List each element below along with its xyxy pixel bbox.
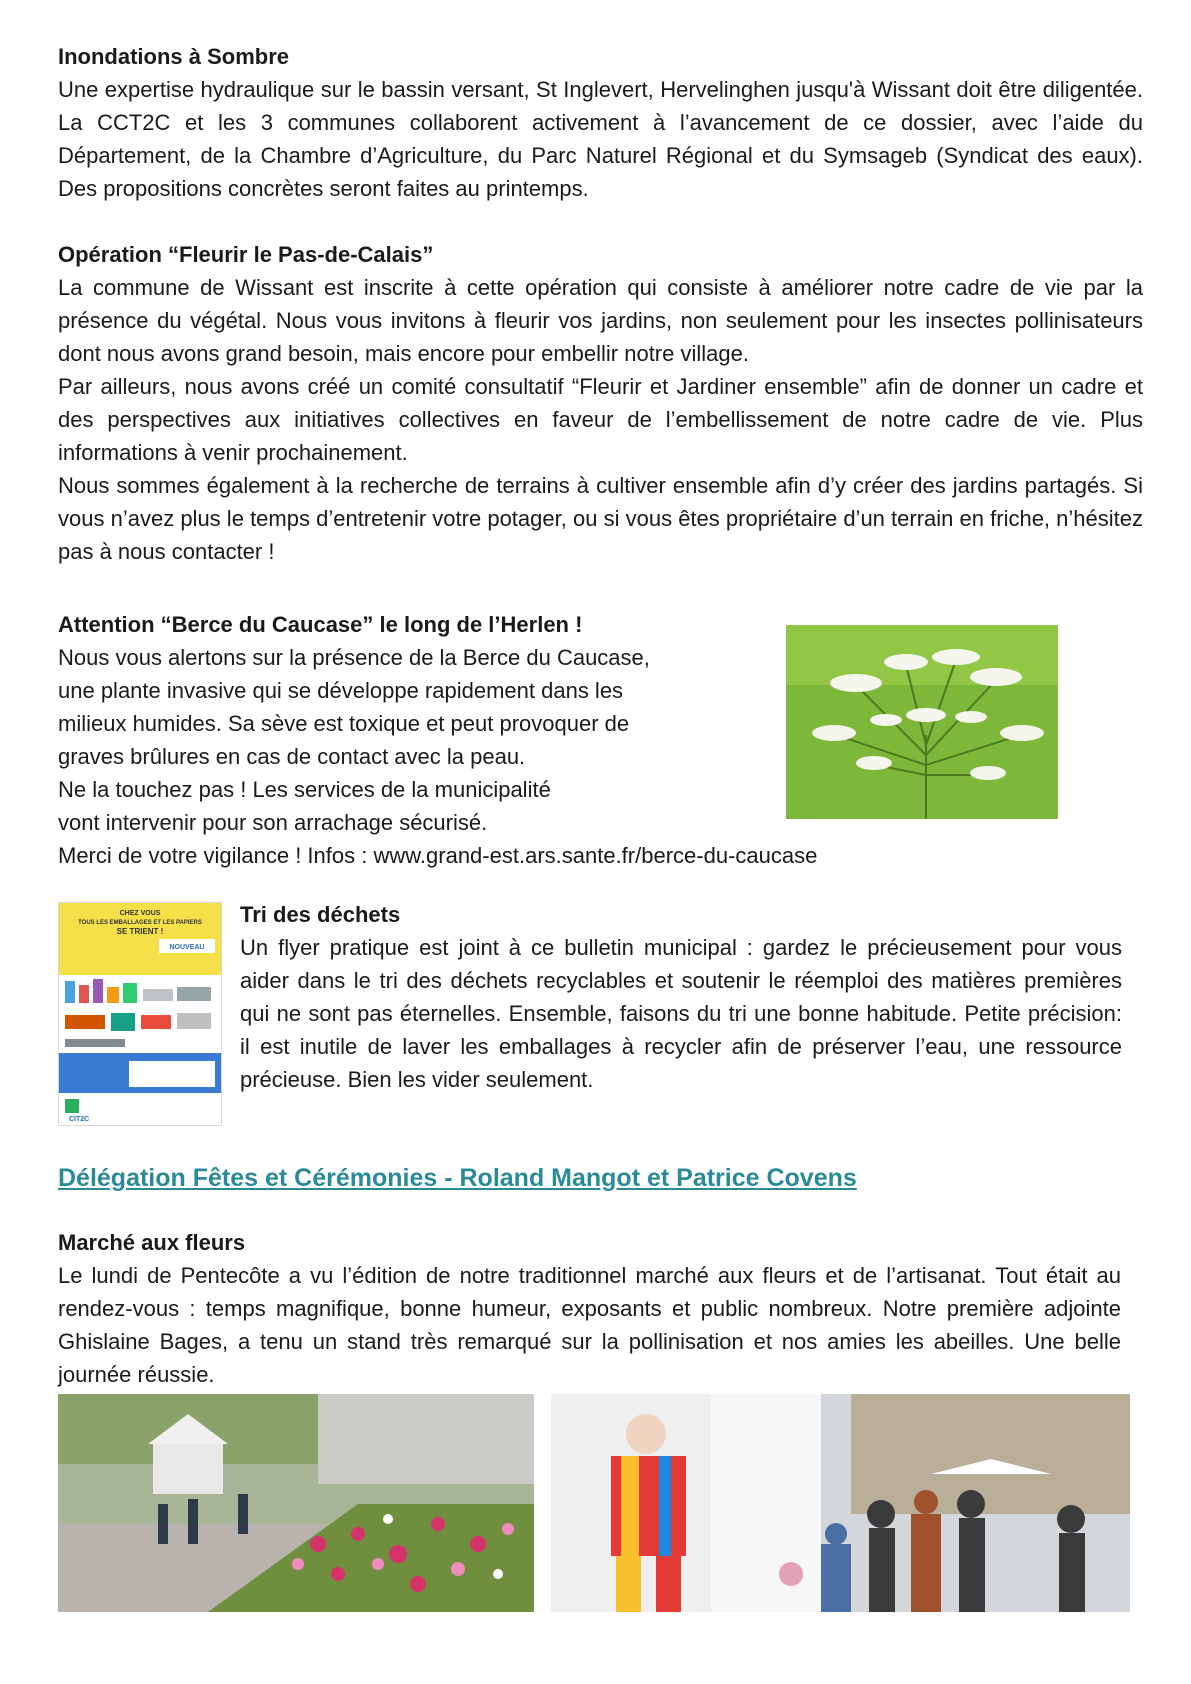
berce-info-line: Merci de votre vigilance ! Infos : www.grand-est.ars.sante.fr/berce-du-caucase: [58, 843, 818, 868]
section-marche: [58, 1226, 1121, 1391]
inondations-title: Inondations à Sombre: [58, 44, 290, 69]
section-tri: [240, 898, 1122, 1096]
berce-line-4: graves brûlures en cas de contact avec la peau.: [58, 744, 526, 769]
hogweed-photo: [786, 625, 1058, 819]
berce-title: Attention “Berce du Caucase” le long de l’Herlen !: [58, 612, 583, 637]
fleurir-title: Opération “Fleurir le Pas-de-Calais”: [58, 242, 434, 267]
flyer-line-2: TOUS LES EMBALLAGES ET LES PAPIERS: [78, 920, 202, 926]
clown-event-photo: [551, 1394, 1130, 1612]
flyer-line-3: SE TRIENT !: [116, 927, 164, 936]
tri-body: Un flyer pratique est joint à ce bulletin municipal : gardez le précieusement pour vous aider dans le tri des déchets recyclables et soutenir le réemploi des matières premières qui ne sont pas éternelles. Ensemble, faisons du tri une bonne habitude. Petite précision: il est inutile de laver les emballages à recycler afin de préserver l’eau, une ressource précieuse. Bien les vider seulement.: [240, 935, 1122, 1092]
berce-line-2: une plante invasive qui se développe rapidement dans les: [58, 678, 624, 703]
flyer-badge: NOUVEAU: [169, 944, 205, 951]
marche-body: Le lundi de Pentecôte a vu l’édition de notre traditionnel marché aux fleurs et de l’artisanat. Tout était au rendez-vous : temps magnifique, bonne humeur, exposants et public nombreux. Notre première adjointe Ghislaine Bages, a tenu un stand très remarqué sur la pollinisation et nos amies les abeilles. Une belle journée réussie.: [58, 1263, 1121, 1387]
fleurir-paragraph-3: Nous sommes également à la recherche de terrains à cultiver ensemble afin d’y créer des jardins partagés. Si vous n’avez plus le temps d’entretenir votre potager, ou si vous êtes propriétaire d’un terrain en friche, n’hésitez pas à nous contacter !: [58, 473, 1143, 564]
tri-title: Tri des déchets: [240, 902, 401, 927]
berce-line-6: vont intervenir pour son arrachage sécurisé.: [58, 810, 488, 835]
flyer-logo: CIT2C: [69, 1116, 90, 1123]
flyer-line-1: CHEZ VOUS: [119, 910, 161, 917]
fleurir-paragraph-1: La commune de Wissant est inscrite à cette opération qui consiste à améliorer notre cadre de vie par la présence du végétal. Nous vous invitons à fleurir vos jardins, non seulement pour les insectes pollinisateurs dont nous avons grand besoin, mais encore pour embellir notre village.: [58, 275, 1143, 366]
berce-line-3: milieux humides. Sa sève est toxique et peut provoquer de: [58, 711, 630, 736]
section-inondations: [58, 40, 1143, 205]
berce-line-1: Nous vous alertons sur la présence de la Berce du Caucase,: [58, 645, 650, 670]
section-fleurir: [58, 238, 1143, 568]
marche-title: Marché aux fleurs: [58, 1230, 246, 1255]
fleurir-paragraph-2: Par ailleurs, nous avons créé un comité consultatif “Fleurir et Jardiner ensemble” afin de donner un cadre et des perspectives aux initiatives collectives en faveur de l’embellissement de notre cadre de vie. Plus informations à venir prochainement.: [58, 374, 1143, 465]
berce-text: [58, 641, 778, 839]
delegation-heading: Délégation Fêtes et Cérémonies - Roland Mangot et Patrice Covens: [58, 1164, 857, 1192]
inondations-body: Une expertise hydraulique sur le bassin versant, St Inglevert, Hervelinghen jusqu'à Wissant doit être diligentée. La CCT2C et les 3 communes collaborent activement à l’avancement de ce dossier, avec l’aide du Département, de la Chambre d’Agriculture, du Parc Naturel Régional et du Symsageb (Syndicat des eaux). Des propositions concrètes seront faites au printemps.: [58, 77, 1143, 201]
flower-market-photo: [58, 1394, 534, 1612]
berce-line-5: Ne la touchez pas ! Les services de la municipalité: [58, 777, 551, 802]
recycling-flyer: [58, 902, 222, 1126]
